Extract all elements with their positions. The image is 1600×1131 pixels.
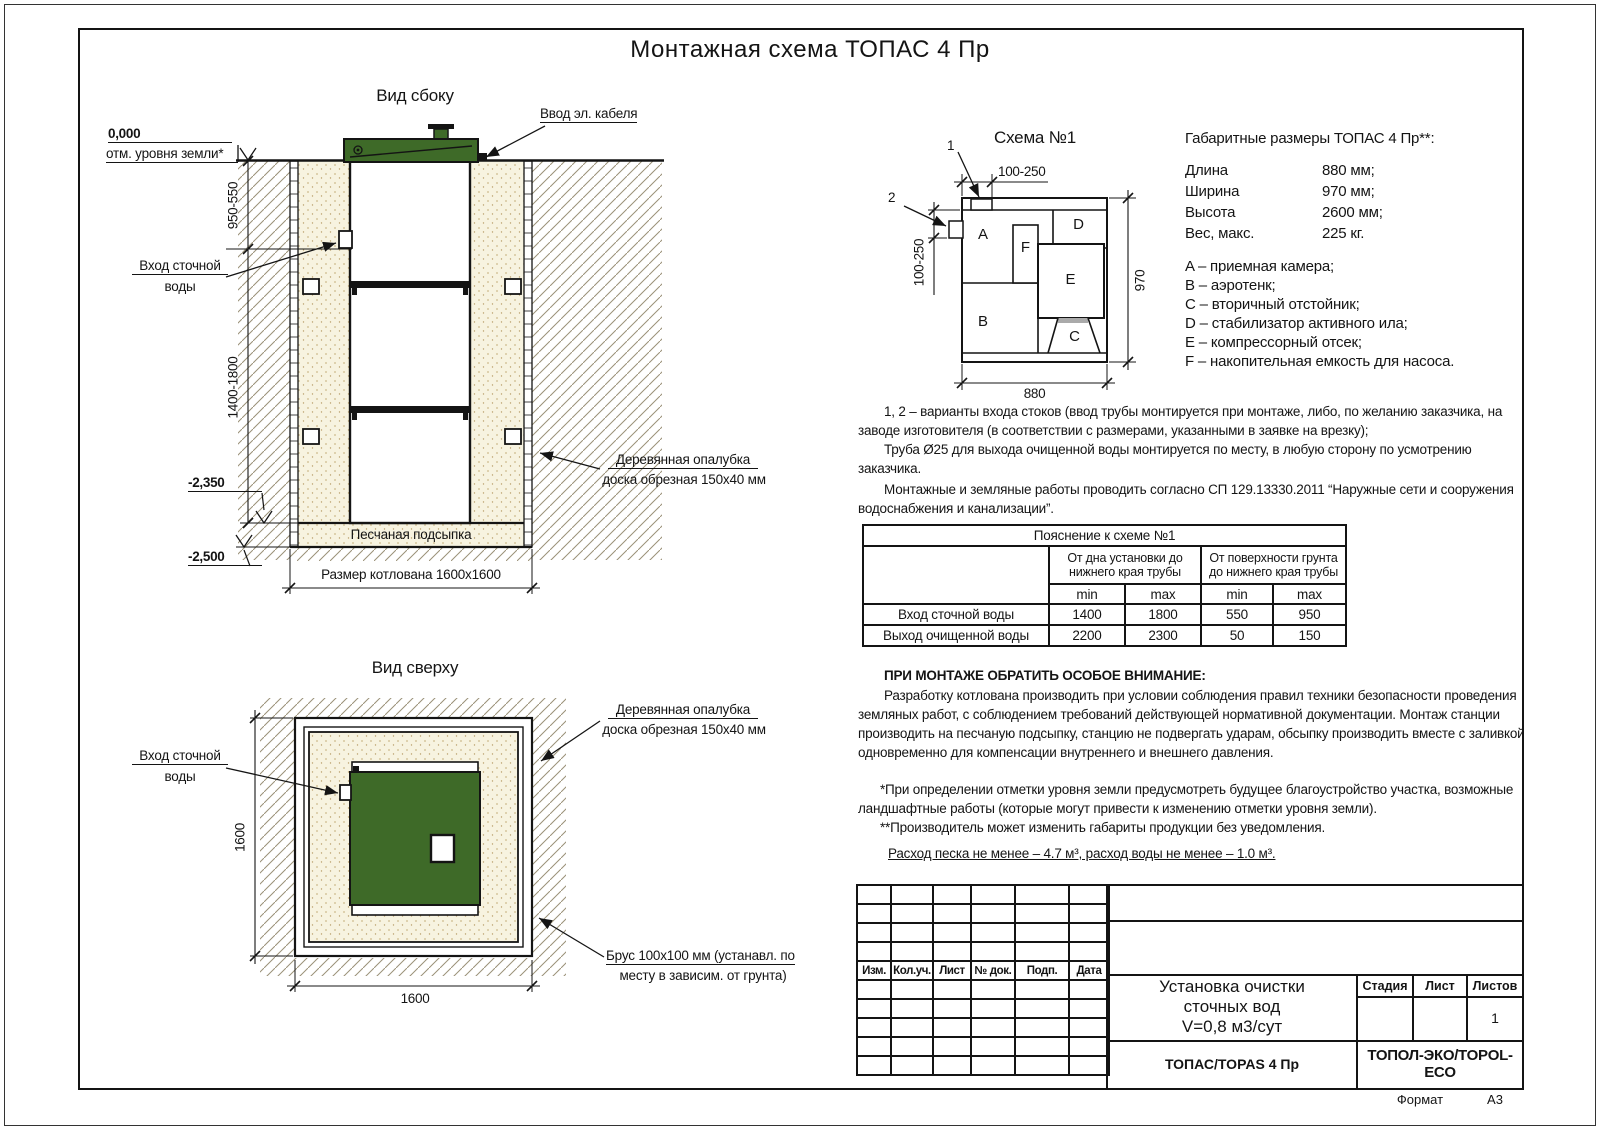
spec-label-length: Длина: [1185, 162, 1228, 179]
lid-hatch: [431, 835, 454, 862]
cable-leader: [486, 126, 545, 157]
format-label: Формат: [1396, 1092, 1444, 1107]
attention-body: Разработку котлована производить при условии соблюдения правил техники безопасности проведения земляных работ, с соблюдением требований действующей нормативной документации. Монтаж станции производить на песчаную подсыпку, станцию не подвергать ударам, обсыпку производить вместе с заливкой одновременно для компенсации внутреннего и внешнего давления.: [858, 688, 1525, 760]
compartment-D: D: [1073, 216, 1084, 233]
specs-title: Габаритные размеры ТОПАС 4 Пр**:: [1185, 130, 1435, 147]
top-view-drawing: [226, 698, 604, 992]
footnote-land-level: *При определении отметки уровня земли предусмотреть будущее благоустройство участка, возможные ландшафтные работы (которые могут привести к изменению отметки уровня земли).: [858, 782, 1514, 816]
doc-title-line1: Установка очистки: [1159, 977, 1305, 996]
rev-header-data: Дата: [1069, 961, 1109, 980]
spec-label-height: Высота: [1185, 204, 1236, 221]
schema-marker-2: 2: [888, 190, 896, 205]
note-inlet-variants: 1, 2 – варианты входа стоков (ввод трубы монтируется при монтаже, либо, по желанию заказчика, на заводе изготовителя (в соответствии с размерами, указанными в заявке на врезку);: [858, 404, 1503, 438]
doc-title-line2: сточных вод: [1183, 997, 1281, 1016]
consumption-note: Расход песка не менее – 4.7 м³, расход воды не менее – 1.0 м³.: [888, 846, 1276, 861]
side-view-drawing: [226, 124, 664, 594]
legend-item-d: D – стабилизатор активного ила;: [1185, 315, 1408, 332]
sheets-header: Листов: [1472, 979, 1518, 993]
spec-value-weight: 225 кг.: [1322, 225, 1365, 242]
earth-hatch-bottom: [290, 548, 532, 561]
doc-title-cell: [1108, 976, 1356, 1038]
note-outlet-pipe: Труба Ø25 для выхода очищенной воды монтируется по месту, в любую сторону по усмотрению заказчика.: [858, 442, 1472, 476]
table-corner-cell: [863, 546, 1049, 604]
beam-label-line1: Брус 100x100 мм (устанавл. по: [606, 948, 795, 963]
tank-body: [350, 161, 470, 523]
inlet-variant-1: [971, 199, 992, 210]
attention-heading: ПРИ МОНТАЖЕ ОБРАТИТЬ ОСОБОЕ ВНИМАНИЕ:: [884, 668, 1206, 683]
schema-title: Схема №1: [994, 128, 1076, 147]
elev-2350-label: -2,350: [188, 475, 262, 492]
formwork-label-line2: доска обрезная 150x40 мм: [602, 472, 766, 487]
row-outlet-v2: 2300: [1125, 625, 1201, 646]
cable-entry-point: [477, 153, 487, 161]
tv-dim-bottom-1600: 1600: [400, 991, 430, 1006]
formwork-left: [290, 161, 298, 547]
schema-dim-height: 970: [1132, 269, 1148, 292]
tv-dim-side-1600: 1600: [232, 823, 248, 852]
note-works-standard: Монтажные и земляные работы проводить согласно СП 129.13330.2011 “Наружные сети и сооружения водоснабжения и канализации”.: [858, 482, 1514, 516]
table-min2-header: min: [1201, 584, 1273, 604]
elev-2500-label: -2,500: [188, 549, 262, 566]
table-row: [863, 604, 1346, 625]
table-min1-header: min: [1049, 584, 1125, 604]
table-max1-header: max: [1125, 584, 1201, 604]
row-outlet-v1: 2200: [1049, 625, 1125, 646]
row-inlet-label: Вход сточной воды: [863, 604, 1049, 625]
zero-mark-label: 0,000: [108, 126, 232, 143]
sheets-value: 1: [1491, 1010, 1499, 1026]
format-value: А3: [1487, 1092, 1503, 1107]
legend-item-e: E – компрессорный отсек;: [1185, 334, 1362, 351]
company-cell: ТОПОЛ-ЭКО/TOPOL-ECO: [1367, 1047, 1513, 1081]
row-inlet-v3: 550: [1201, 604, 1273, 625]
earth-hatch-left: [238, 161, 290, 560]
sand-backfill-left: [298, 161, 350, 523]
tv-inlet-label-line1: Вход сточной: [132, 748, 228, 765]
inlet-label-line2: воды: [164, 279, 196, 294]
spec-value-length: 880 мм;: [1322, 162, 1375, 179]
table-group1-header: От дна установки до нижнего края трубы: [1049, 546, 1201, 584]
row-outlet-label: Выход очищенной воды: [863, 625, 1049, 646]
footnote-producer: **Производитель может изменить габариты продукции без уведомления.: [880, 820, 1326, 835]
earth-hatch-right: [532, 161, 662, 560]
sand-backfill-right: [470, 161, 524, 523]
schema1-drawing: [904, 152, 1136, 390]
inlet-label-line1: Вход сточной: [132, 258, 228, 275]
spec-label-width: Ширина: [1185, 183, 1240, 200]
table-max2-header: max: [1273, 584, 1346, 604]
legend-item-c: C – вторичный отстойник;: [1185, 296, 1360, 313]
row-inlet-v4: 950: [1273, 604, 1346, 625]
top-view-title: Вид сверху: [371, 658, 459, 677]
rev-header-podp: Подп.: [1015, 961, 1069, 980]
spec-value-width: 970 мм;: [1322, 183, 1375, 200]
formwork-right: [524, 161, 532, 547]
dim-1400-1800: 1400-1800: [225, 356, 241, 419]
spec-value-height: 2600 мм;: [1322, 204, 1383, 221]
rev-header-izm: Изм.: [857, 961, 891, 980]
tv-formwork-label-line2: доска обрезная 150x40 мм: [602, 722, 766, 737]
compartment-E: E: [1065, 271, 1076, 288]
tank-lid: [344, 139, 478, 162]
revision-table: [856, 884, 1110, 1076]
row-inlet-v2: 1800: [1125, 604, 1201, 625]
legend-item-f: F – накопительная емкость для насоса.: [1185, 353, 1455, 370]
inlet-stub: [339, 231, 352, 248]
schema-marker-1: 1: [947, 138, 955, 153]
schema-dim-left: 100-250: [911, 238, 927, 287]
cable-entry-label: Ввод эл. кабеля: [540, 106, 638, 121]
rev-header-list: Лист: [933, 961, 971, 980]
stage-header: Стадия: [1362, 979, 1408, 993]
row-outlet-v3: 50: [1201, 625, 1273, 646]
spec-label-weight: Вес, макс.: [1185, 225, 1255, 242]
compartment-C: C: [1069, 328, 1080, 345]
stamp-hline-1: [1106, 920, 1522, 922]
table-group2-header: От поверхности грунта до нижнего края трубы: [1201, 546, 1346, 584]
compartment-B: B: [977, 313, 988, 330]
table-title: Пояснение к схеме №1: [863, 525, 1346, 546]
tank-lid-top: [350, 772, 480, 905]
page-title: Монтажная схема ТОПАС 4 Пр: [630, 36, 990, 63]
dim-950-550: 950-550: [225, 181, 241, 230]
sheet-header: Лист: [1425, 979, 1455, 993]
compartment-A: A: [977, 226, 988, 243]
sand-bed-label: Песчаная подсыпка: [350, 527, 472, 542]
inlet-variant-2: [949, 221, 963, 238]
beam-label-line2: месту в зависим. от грунта): [619, 968, 787, 983]
doc-title-line3: V=0,8 м3/сут: [1181, 1017, 1283, 1036]
legend-item-b: B – аэротенк;: [1185, 277, 1276, 294]
rev-header-ndok: № док.: [971, 961, 1015, 980]
pit-size-label: Размер котлована 1600x1600: [321, 567, 501, 582]
table-row: [863, 625, 1346, 646]
compartment-F: F: [1020, 239, 1031, 256]
formwork-label-line1: Деревянная опалубка: [608, 452, 758, 469]
rev-header-koluch: Кол.уч.: [891, 961, 933, 980]
legend-item-a: A – приемная камера;: [1185, 258, 1335, 275]
model-cell: ТОПАС/TOPAS 4 Пр: [1164, 1056, 1300, 1072]
schema-dim-top: 100-250: [998, 164, 1046, 179]
row-inlet-v1: 1400: [1049, 604, 1125, 625]
tv-formwork-label-line1: Деревянная опалубка: [608, 702, 758, 719]
tv-inlet-label-line2: воды: [164, 769, 196, 784]
side-view-title: Вид сбоку: [376, 86, 454, 105]
inlet-stub-top: [340, 785, 351, 800]
ground-level-label: отм. уровня земли*: [106, 146, 238, 163]
explanation-table: [862, 524, 1347, 647]
schema-dim-width: 880: [1023, 386, 1046, 401]
row-outlet-v4: 150: [1273, 625, 1346, 646]
